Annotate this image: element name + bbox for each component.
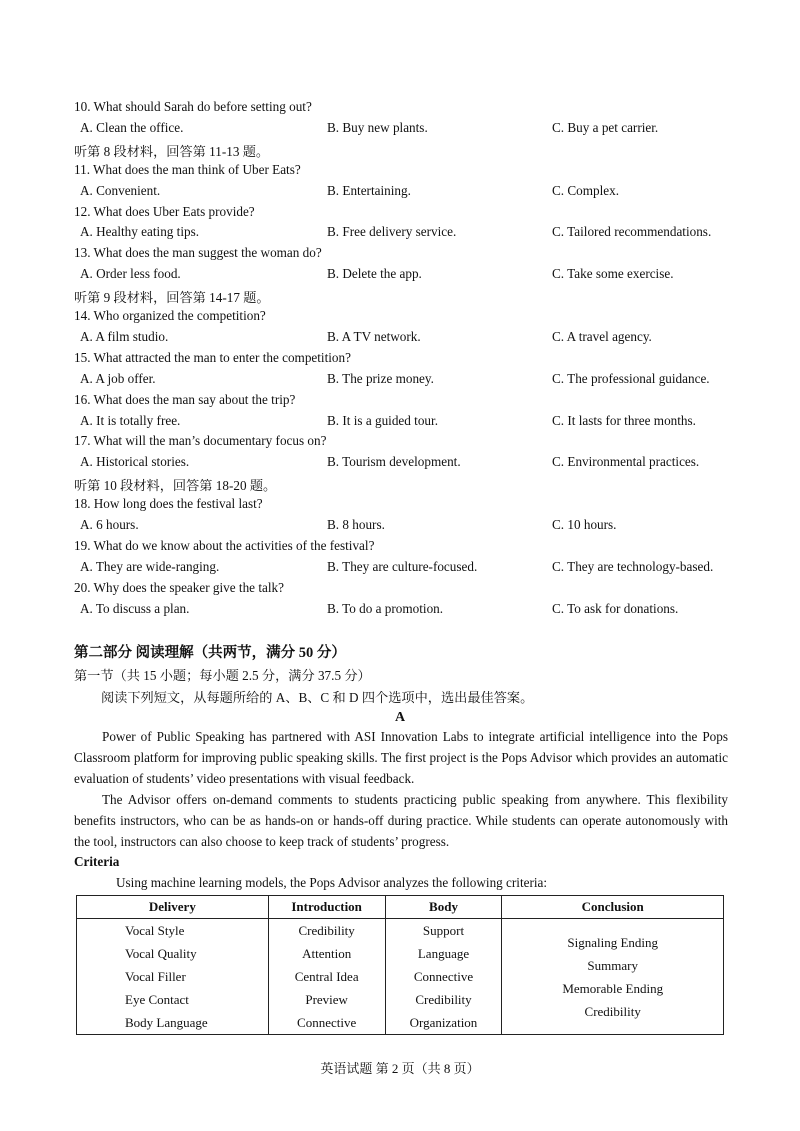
question-stem: 15. What attracted the man to enter the competition? bbox=[74, 349, 351, 365]
question-stem: 13. What does the man suggest the woman do? bbox=[74, 245, 322, 261]
option-b: B. Buy new plants. bbox=[327, 119, 428, 135]
question-stem: 11. What does the man think of Uber Eats? bbox=[74, 161, 301, 177]
criteria-item: Connective bbox=[413, 969, 474, 984]
option-a: A. Order less food. bbox=[80, 266, 181, 282]
option-c: C. Tailored recommendations. bbox=[552, 224, 712, 240]
option-b: B. Delete the app. bbox=[327, 266, 422, 282]
section-one-info: 第一节（共 15 小题；每小题 2.5 分，满分 37.5 分） bbox=[74, 668, 371, 683]
criteria-item: Credibility bbox=[415, 992, 472, 1007]
criteria-item: Organization bbox=[409, 1015, 478, 1030]
option-c: C. To ask for donations. bbox=[552, 600, 679, 616]
option-a: A. Healthy eating tips. bbox=[80, 224, 200, 240]
header-body: Body bbox=[385, 896, 502, 919]
option-c: C. It lasts for three months. bbox=[552, 412, 696, 428]
header-delivery: Delivery bbox=[77, 896, 269, 919]
passage-paragraph-1: Power of Public Speaking has partnered with ASI Innovation Labs to integrate artificial intelligence into the Pops Classroom platform for improving public speaking skills. The first project is the Pops Advisor which provides an automatic evaluation of students’ video presentations with visual feedback. bbox=[74, 729, 728, 786]
option-c: C. Complex. bbox=[552, 182, 620, 198]
question-stem: 10. What should Sarah do before setting out? bbox=[74, 99, 312, 114]
option-b: B. They are culture-focused. bbox=[327, 558, 478, 574]
reading-instruction: 阅读下列短文，从每题所给的 A、B、C 和 D 四个选项中，选出最佳答案。 bbox=[101, 690, 534, 705]
section-heading: 听第 9 段材料，回答第 14-17 题。 bbox=[74, 290, 270, 306]
criteria-item: Vocal Style bbox=[125, 923, 185, 938]
option-b: B. Entertaining. bbox=[327, 182, 411, 198]
criteria-item: Eye Contact bbox=[125, 992, 189, 1007]
criteria-item: Central Idea bbox=[294, 969, 359, 984]
question-stem: 14. Who organized the competition? bbox=[74, 308, 266, 323]
option-a: A. 6 hours. bbox=[80, 517, 139, 532]
option-b: B. It is a guided tour. bbox=[327, 412, 438, 428]
option-c: C. The professional guidance. bbox=[552, 370, 710, 386]
criteria-item: Vocal Quality bbox=[125, 946, 197, 961]
section-heading: 听第 10 段材料，回答第 18-20 题。 bbox=[74, 478, 277, 494]
question-stem: 16. What does the man say about the trip? bbox=[74, 391, 296, 407]
criteria-item: Support bbox=[422, 923, 465, 938]
criteria-item: Memorable Ending bbox=[562, 980, 664, 996]
option-c: C. Environmental practices. bbox=[552, 454, 700, 470]
criteria-item: Summary bbox=[587, 957, 638, 973]
option-b: B. The prize money. bbox=[327, 370, 434, 386]
criteria-item: Credibility bbox=[298, 923, 355, 938]
option-a: A. Clean the office. bbox=[80, 119, 184, 135]
option-a: A. Historical stories. bbox=[80, 454, 190, 470]
criteria-table bbox=[76, 895, 724, 1035]
option-c: C. 10 hours. bbox=[552, 517, 617, 532]
option-c: C. Take some exercise. bbox=[552, 266, 674, 282]
header-introduction: Introduction bbox=[268, 896, 385, 919]
introduction-cell bbox=[268, 919, 385, 1035]
option-a: A. Convenient. bbox=[80, 182, 161, 198]
criteria-item: Body Language bbox=[125, 1015, 208, 1030]
option-a: A. To discuss a plan. bbox=[80, 600, 190, 616]
question-stem: 20. Why does the speaker give the talk? bbox=[74, 579, 284, 595]
criteria-heading: Criteria bbox=[74, 854, 120, 869]
question-stem: 19. What do we know about the activities of the festival? bbox=[74, 537, 375, 553]
criteria-intro: Using machine learning models, the Pops Advisor analyzes the following criteria: bbox=[116, 875, 548, 890]
option-a: A. They are wide-ranging. bbox=[80, 558, 220, 574]
option-b: B. Tourism development. bbox=[327, 454, 461, 470]
option-c: C. They are technology-based. bbox=[552, 558, 714, 574]
question-stem: 18. How long does the festival last? bbox=[74, 496, 263, 512]
option-b: B. Free delivery service. bbox=[327, 224, 457, 240]
question-stem: 17. What will the man’s documentary focus on? bbox=[74, 433, 327, 449]
criteria-item: Language bbox=[417, 946, 470, 961]
criteria-item: Credibility bbox=[584, 1003, 641, 1019]
criteria-item: Attention bbox=[302, 946, 352, 961]
criteria-item: Preview bbox=[305, 992, 348, 1007]
section-heading: 听第 8 段材料，回答第 11-13 题。 bbox=[74, 143, 270, 159]
conclusion-cell bbox=[502, 919, 724, 1035]
passage-paragraph-2: The Advisor offers on-demand comments to students practicing public speaking from anywhere. This flexibility benefits instructors, who can be as hands-on or hands-off during practice. While students can operate autonomously with the tool, instructors can also choose to keep track of students’ progress. bbox=[74, 792, 728, 849]
body-cell bbox=[385, 919, 502, 1035]
part-two-title: 第二部分 阅读理解（共两节，满分 50 分） bbox=[74, 645, 346, 661]
passage-letter: A bbox=[394, 710, 406, 725]
option-c: C. Buy a pet carrier. bbox=[552, 119, 659, 135]
option-b: B. 8 hours. bbox=[327, 517, 385, 532]
delivery-cell bbox=[77, 919, 269, 1035]
option-b: B. To do a promotion. bbox=[327, 600, 444, 616]
option-b: B. A TV network. bbox=[327, 328, 421, 344]
criteria-item: Signaling Ending bbox=[567, 934, 659, 950]
page-footer: 英语试题 第 2 页（共 8 页） bbox=[320, 1061, 480, 1076]
criteria-item: Vocal Filler bbox=[125, 969, 186, 984]
option-a: A. A film studio. bbox=[80, 328, 169, 344]
option-a: A. A job offer. bbox=[80, 370, 156, 386]
question-stem: 12. What does Uber Eats provide? bbox=[74, 203, 255, 219]
option-a: A. It is totally free. bbox=[80, 412, 181, 428]
header-conclusion: Conclusion bbox=[502, 896, 724, 919]
criteria-item: Connective bbox=[297, 1015, 357, 1030]
option-c: C. A travel agency. bbox=[552, 328, 652, 344]
